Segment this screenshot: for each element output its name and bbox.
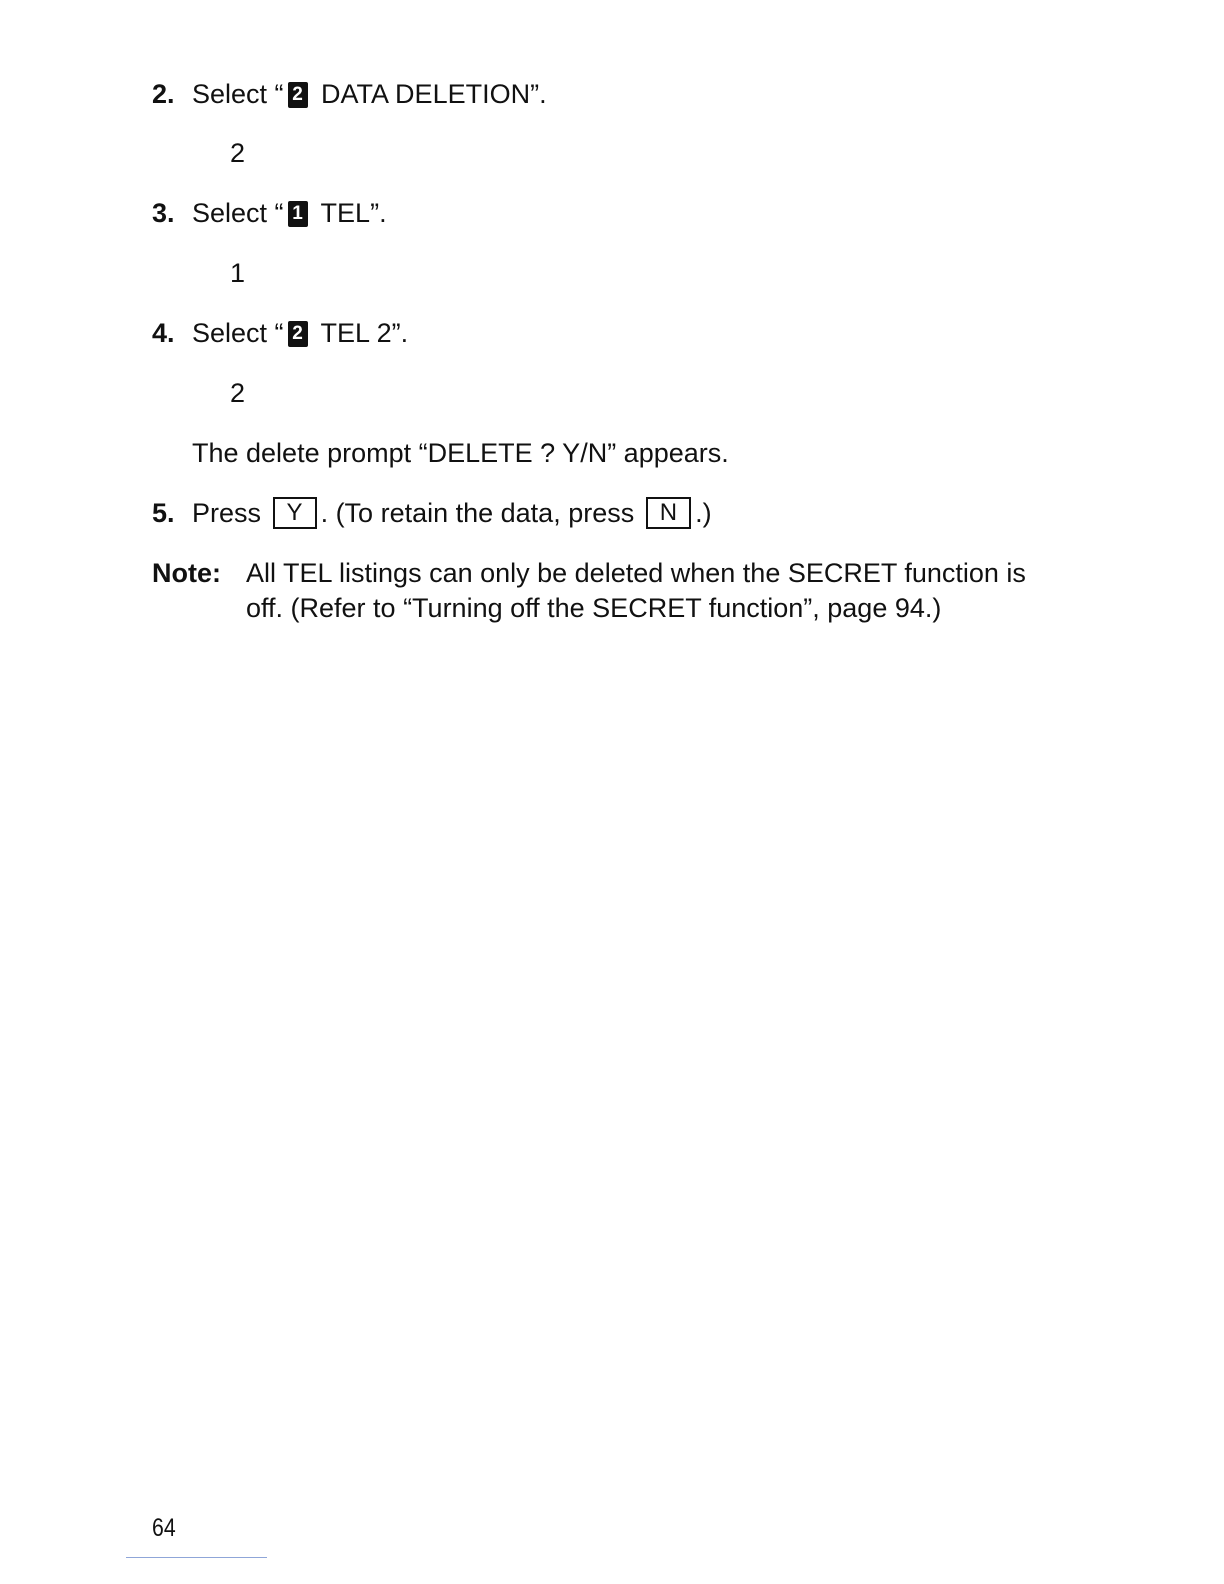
- step-text-before: Press: [192, 498, 262, 528]
- step-text-after: TEL 2”.: [313, 318, 409, 348]
- n-key: N: [646, 497, 691, 529]
- y-key: Y: [273, 497, 317, 529]
- menu-number-badge: 2: [288, 321, 308, 347]
- key-press-value: 1: [230, 258, 246, 288]
- step-text-after: .): [695, 498, 712, 528]
- step-text-before: Select “: [192, 198, 284, 228]
- step-text: [192, 196, 387, 230]
- step-number: 2.: [152, 79, 175, 109]
- step-text-before: Select “: [192, 79, 284, 109]
- step-number: 5.: [152, 498, 175, 528]
- step-text-before: Select “: [192, 318, 284, 348]
- step-text-after: DATA DELETION”.: [313, 79, 547, 109]
- note-text: All TEL listings can only be deleted when the SECRET function is off. (Refer to “Turning off the SECRET function”, page 94.): [246, 558, 1026, 623]
- key-press-value: 2: [230, 378, 246, 408]
- footer-rule: [126, 1557, 267, 1558]
- step-text: [192, 316, 408, 350]
- step-number: 3.: [152, 198, 175, 228]
- page-number: 64: [152, 1514, 176, 1542]
- menu-number-badge: 1: [288, 201, 308, 227]
- menu-number-badge: 2: [288, 82, 308, 108]
- step-text: [192, 496, 712, 530]
- step-text: [192, 77, 547, 111]
- step-text-middle: . (To retain the data, press: [320, 498, 635, 528]
- step-number: 4.: [152, 318, 175, 348]
- note-label: Note:: [152, 558, 221, 588]
- step-text-after: TEL”.: [313, 198, 387, 228]
- key-press-value: 2: [230, 138, 246, 168]
- prompt-text: The delete prompt “DELETE ? Y/N” appears.: [192, 438, 729, 468]
